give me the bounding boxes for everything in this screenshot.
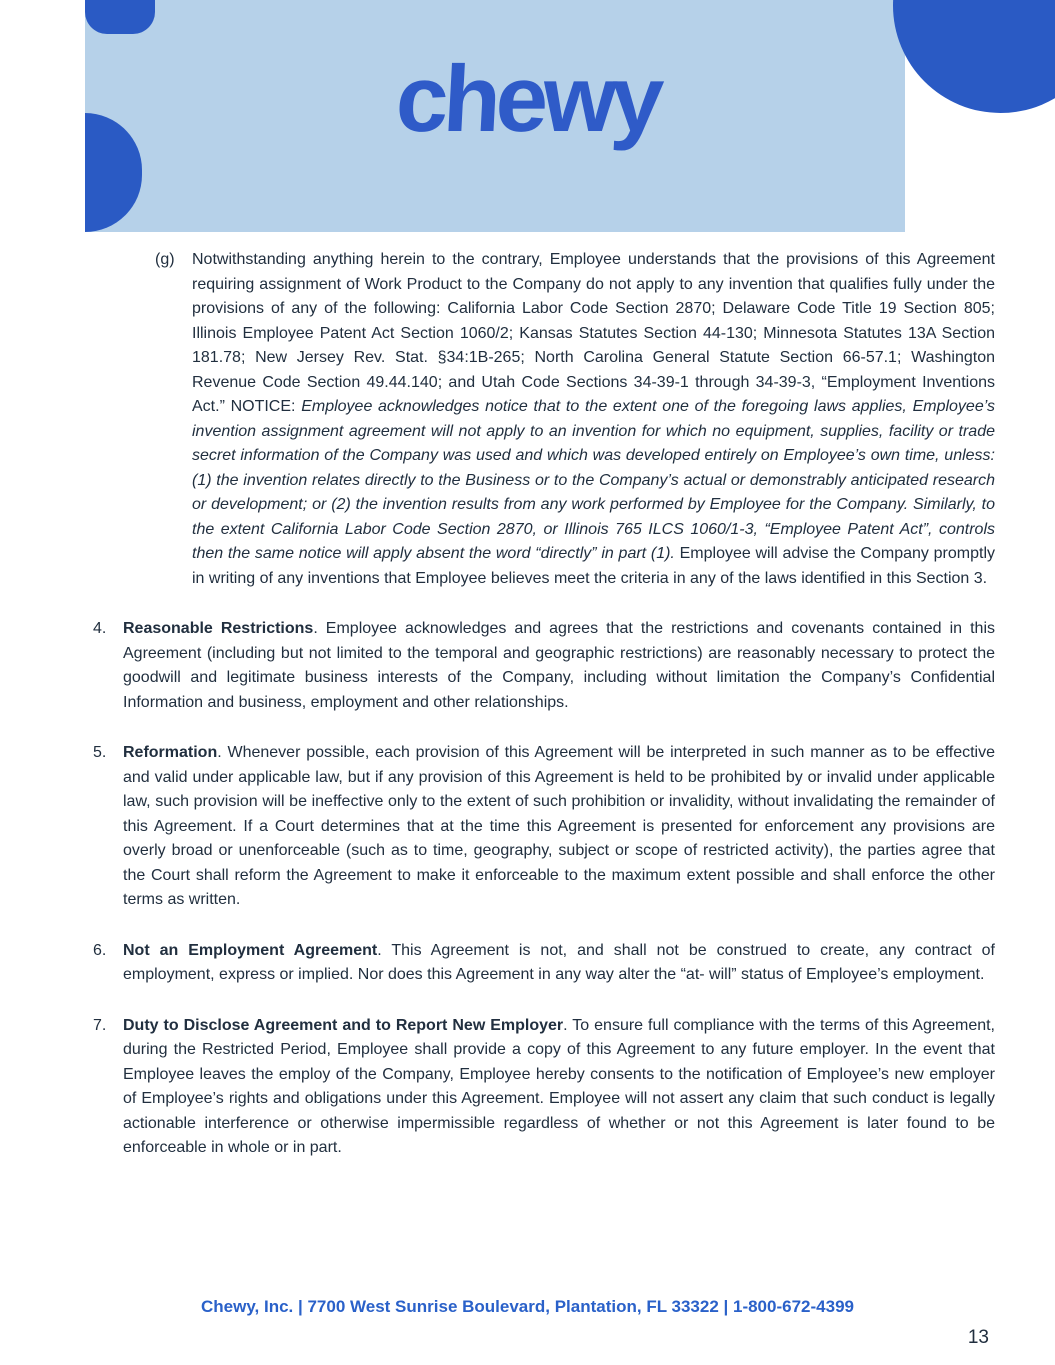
chewy-logo: chewy bbox=[393, 46, 662, 151]
section-6-not-an-employment-agreement bbox=[93, 939, 995, 988]
section-6-number: 6. bbox=[93, 941, 107, 959]
clause-g-regular-text: Notwithstanding anything herein to the contrary, Employee understands that the provisions of this Agreement requiring assignment of Work Product to the Company do not apply to any invention that qualifies fully under the provisions of any of the following: California Labor Code Section 2870; Delaware Code Title 19 Section 805; Illinois Employee Patent Act Section 1060/2; Kansas Statutes Section 44-130; Minnesota Statutes 13A Section 181.78; New Jersey Rev. Stat. §34:1B-265; North Carolina General Statute Section 66-57.1; Washington Revenue Code Section 49.44.140; and Utah Code Sections 34-39-1 through 34-39-3, “Employment Inventions Act.” NOTICE: bbox=[192, 251, 995, 415]
section-6-paragraph bbox=[123, 939, 995, 988]
clause-g-marker: (g) bbox=[155, 251, 175, 268]
section-7-duty-to-disclose bbox=[93, 1014, 995, 1161]
corner-blob-top-left bbox=[85, 0, 155, 34]
section-7-text: . To ensure full compliance with the terms of this Agreement, during the Restricted Period, Employee shall provide a copy of this Agreement to any future employer. In the event that Employee leaves the employ of the Company, Employee hereby consents to the notification of Employee’s new employer of Employee’s rights and obligations under this Agreement. Employee will not assert any claim that such conduct is legally actionable interference or otherwise impermissible regardless of whether or not this Agreement is later found to be enforceable in whole or in part. bbox=[123, 1016, 996, 1156]
section-6-title: Not an Employment Agreement bbox=[123, 941, 378, 959]
section-4-text: . Employee acknowledges and agrees that the restrictions and covenants contained in this Agreement (including but not limited to the temporal and geographic restrictions) are reasonably necessary to protect the goodwill and legitimate business interests of the Company, including without limitation the Company’s Confidential Information and business, employment and other relationships. bbox=[123, 620, 996, 711]
section-5-reformation bbox=[93, 741, 995, 913]
section-5-number: 5. bbox=[93, 744, 107, 761]
section-5-title: Reformation bbox=[123, 744, 218, 761]
section-7-title: Duty to Disclose Agreement and to Report New Employer bbox=[123, 1016, 564, 1034]
document-body bbox=[0, 232, 1055, 1161]
section-6-text: . This Agreement is not, and shall not be construed to create, any contract of employment, express or implied. Nor does this Agreement in any way alter the “at- will” status of Employee’s employment. bbox=[123, 941, 995, 983]
clause-g-notice-italic-text: Employee acknowledges notice that to the extent one of the foregoing laws applies, Employee’s invention assignment agreement will not apply to an invention for which no equipment, supplies, facility or trade secret information of the Company was used and which was developed entirely on Employee’s own time, unless: (1) the invention relates directly to the Business or to the Company’s actual or demonstrably anticipated research or development; or (2) the invention results from any work performed by Employee for the Company. Similarly, to the extent California Labor Code Section 2870, or Illinois 765 ILCS 1060/1-3, “Employee Patent Act”, controls then the same notice will apply absent the word “directly” in part (1). bbox=[192, 398, 995, 562]
clause-g bbox=[155, 248, 995, 591]
section-4-number: 4. bbox=[93, 620, 107, 637]
section-7-number: 7. bbox=[93, 1016, 107, 1034]
clause-g-paragraph bbox=[192, 248, 995, 591]
footer-address-line: Chewy, Inc. | 7700 West Sunrise Boulevard, Plantation, FL 33322 | 1-800-672-4399 bbox=[201, 1297, 854, 1316]
page-number: 13 bbox=[967, 1327, 989, 1348]
section-4-title: Reasonable Restrictions bbox=[123, 620, 314, 637]
section-4-paragraph bbox=[123, 617, 995, 715]
section-5-text: . Whenever possible, each provision of this Agreement will be interpreted in such manner as to be effective and valid under applicable law, but if any provision of this Agreement is held to be prohibited by or invalid under applicable law, such provision will be ineffective only to the extent of such prohibition or invalidity, without invalidating the remainder of this Agreement. If a Court determines that at the time this Agreement is presented for enforcement any provisions are overly broad or unenforceable (such as to time, geography, subject or scope of restricted activity), the parties agree that the Court shall reform the Agreement to make it enforceable to the maximum extent possible and shall enforce the other terms as written. bbox=[123, 744, 995, 908]
page-header bbox=[0, 0, 1055, 232]
clause-g-closing-text: Employee will advise the Company promptly in writing of any inventions that Employee believes meet the criteria in any of the laws identified in this Section 3. bbox=[192, 545, 996, 587]
section-4-reasonable-restrictions bbox=[93, 617, 995, 715]
section-7-paragraph bbox=[123, 1014, 995, 1161]
section-5-paragraph bbox=[123, 741, 995, 913]
